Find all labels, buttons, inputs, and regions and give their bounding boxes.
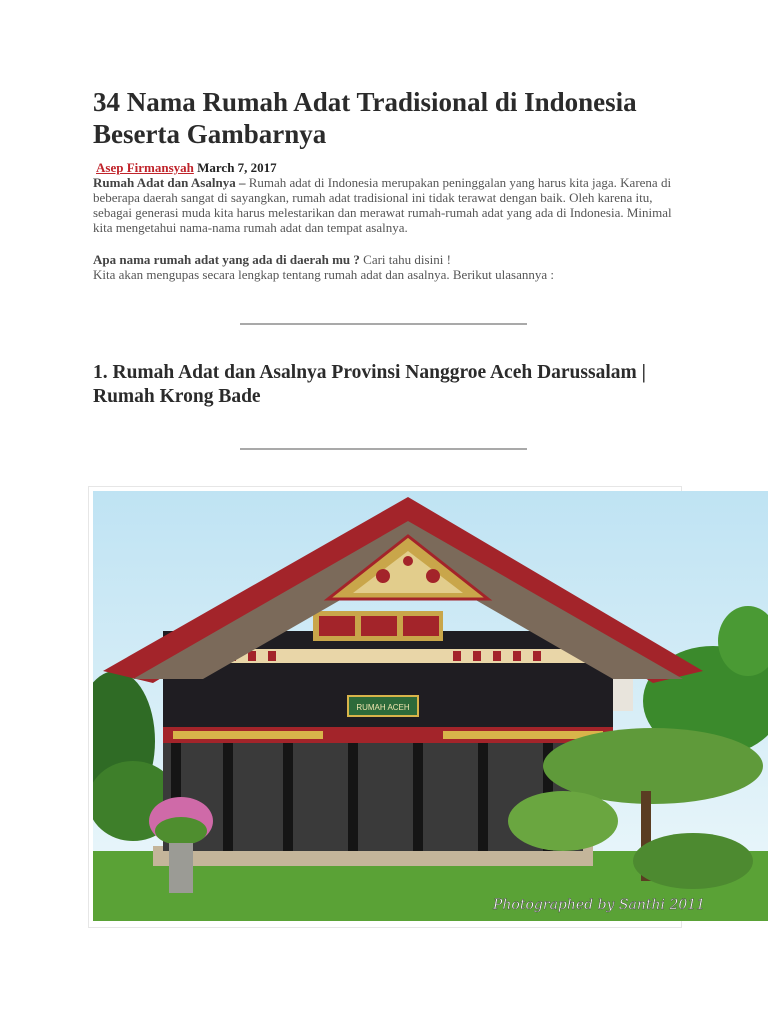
question-paragraph [93,252,673,282]
followup-text: Kita akan mengupas secara lengkap tentang rumah adat dan asalnya. Berikut ulasannya : [93,267,554,282]
article-meta [93,160,277,175]
article-title: 34 Nama Rumah Adat Tradisional di Indonesia Beserta Gambarnya [93,87,637,149]
question-bold: Apa nama rumah adat yang ada di daerah mu ? [93,252,360,267]
intro-lead: Rumah Adat dan Asalnya – [93,175,246,190]
divider-top [240,323,527,325]
publish-date: March 7, 2017 [197,160,277,175]
photo-credit: Photographed by Santhi 2011 [493,897,706,913]
intro-paragraph [93,175,673,235]
question-text: Cari tahu disini ! [359,252,451,267]
rumah-krong-bade-illustration [93,491,768,921]
author-link[interactable]: Asep Firmansyah [96,160,194,175]
intro-text: Rumah adat di Indonesia merupakan peninggalan yang harus kita jaga. Karena di beberapa daerah sangat di sayangkan, rumah adat tradisional ini tidak terawat dengan baik. Oleh karena itu, sebagai generasi muda kita harus melestarikan dan merawat rumah-rumah adat yang ada di Indonesia. Minimal kita mengetahui nama-nama rumah adat dan tempat asalnya. [93,175,672,235]
house-photo [88,486,706,928]
divider-bottom [240,448,527,450]
house-sign: RUMAH ACEH [356,703,410,712]
section-heading: 1. Rumah Adat dan Asalnya Provinsi Nanggroe Aceh Darussalam | Rumah Krong Bade [93,362,646,407]
